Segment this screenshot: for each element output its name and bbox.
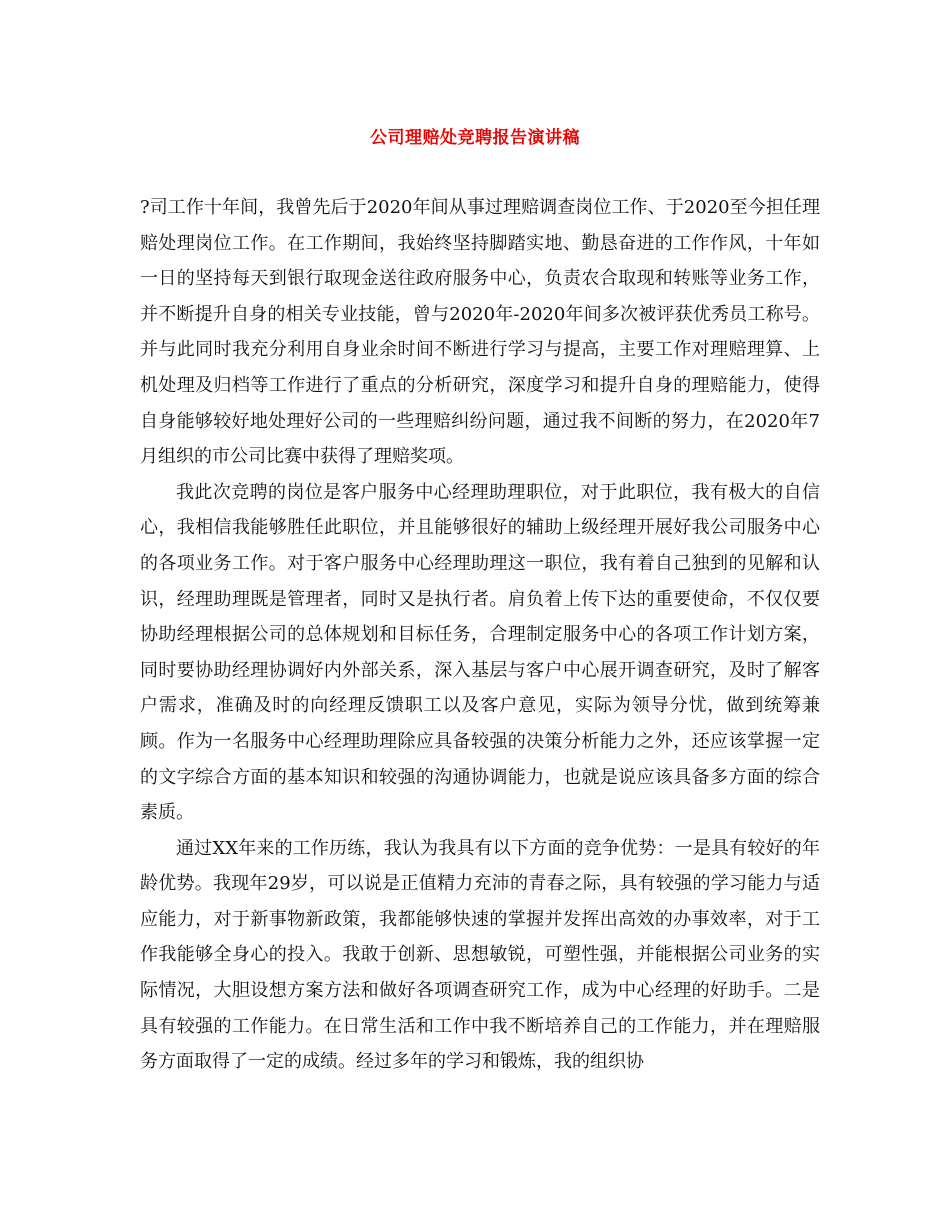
document-body	[140, 190, 820, 1080]
document-title: 公司理赔处竞聘报告演讲稿	[370, 128, 580, 148]
paragraph-2: 我此次竞聘的岗位是客户服务中心经理助理职位，对于此职位，我有极大的自信心，我相信我能够胜任此职位，并且能够很好的辅助上级经理开展好我公司服务中心的各项业务工作。对于客户服务中心经理助理这一职位，我有着自己独到的见解和认识，经理助理既是管理者，同时又是执行者。肩负着上传下达的重要使命，不仅仅要协助经理根据公司的总体规划和目标任务，合理制定服务中心的各项工作计划方案，同时要协助经理协调好内外部关系，深入基层与客户中心展开调查研究，及时了解客户需求，准确及时的向经理反馈职工以及客户意见，实际为领导分忧，做到统筹兼顾。作为一名服务中心经理助理除应具备较强的决策分析能力之外，还应该掌握一定的文字综合方面的基本知识和较强的沟通协调能力，也就是说应该具备多方面的综合素质。	[140, 481, 820, 824]
paragraph-1: ?司工作十年间，我曾先后于2020年间从事过理赔调查岗位工作、于2020至今担任理赔处理岗位工作。在工作期间，我始终坚持脚踏实地、勤恳奋进的工作作风，十年如一日的坚持每天到银行取现金送往政府服务中心，负责农合取现和转账等业务工作，并不断提升自身的相关专业技能，曾与2020年-2020年间多次被评获优秀员工称号。并与此同时我充分利用自身业余时间不断进行学习与提高，主要工作对理赔理算、上机处理及归档等工作进行了重点的分析研究，深度学习和提升自身的理赔能力，使得自身能够较好地处理好公司的一些理赔纠纷问题，通过我不间断的努力，在2020年7月组织的市公司比赛中获得了理赔奖项。	[140, 197, 820, 468]
paragraph-3: 通过XX年来的工作历练，我认为我具有以下方面的竞争优势：一是具有较好的年龄优势。我现年29岁，可以说是正值精力充沛的青春之际，具有较强的学习能力与适应能力，对于新事物新政策，我都能够快速的掌握并发挥出高效的办事效率，对于工作我能够全身心的投入。我敢于创新、思想敏锐，可塑性强，并能根据公司业务的实际情况，大胆设想方案方法和做好各项调查研究工作，成为中心经理的好助手。二是具有较强的工作能力。在日常生活和工作中我不断培养自己的工作能力，并在理赔服务方面取得了一定的成绩。经过多年的学习和锻炼，我的组织协	[140, 837, 820, 1073]
